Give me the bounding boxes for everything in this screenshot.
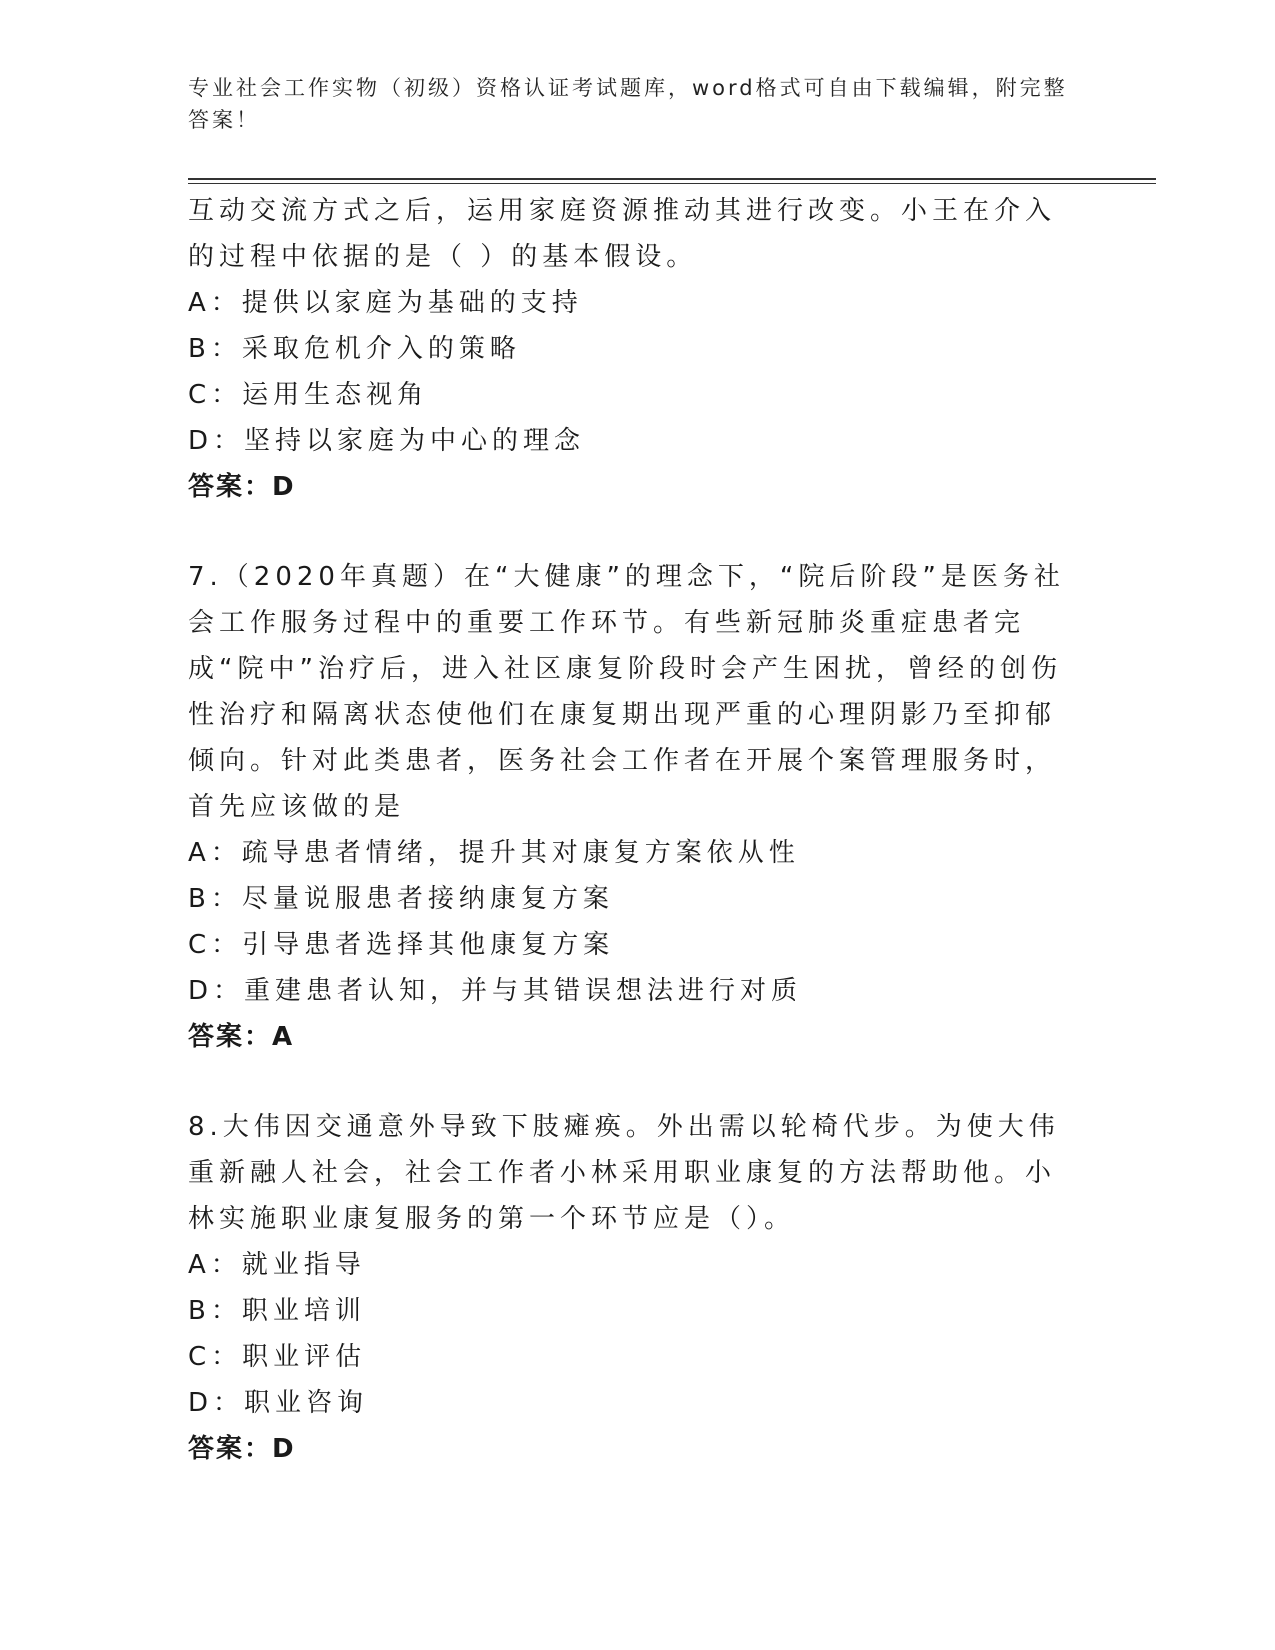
answer: 答案：D xyxy=(188,472,296,502)
answer: 答案：D xyxy=(188,1434,296,1464)
question-7 xyxy=(188,554,1068,1060)
option-c: C：职业评估 xyxy=(188,1342,367,1372)
option-a: A：就业指导 xyxy=(188,1250,366,1280)
question-6 xyxy=(188,188,1068,510)
option-c: C：引导患者选择其他康复方案 xyxy=(188,930,615,960)
option-b: B：采取危机介入的策略 xyxy=(188,334,521,364)
option-d: D：重建患者认知，并与其错误想法进行对质 xyxy=(188,976,803,1006)
option-d: D：坚持以家庭为中心的理念 xyxy=(188,426,586,456)
header-rule-thick xyxy=(188,178,1156,180)
option-a: A：疏导患者情绪，提升其对康复方案依从性 xyxy=(188,838,800,868)
option-a: A：提供以家庭为基础的支持 xyxy=(188,288,583,318)
header-rule-thin xyxy=(188,183,1156,184)
page-header: 专业社会工作实物（初级）资格认证考试题库，word格式可自由下载编辑，附完整答案！ xyxy=(188,76,1068,132)
question-stem: 互动交流方式之后，运用家庭资源推动其进行改变。小王在介入的过程中依据的是（ ）的基本假设。 xyxy=(188,196,1057,272)
option-b: B：尽量说服患者接纳康复方案 xyxy=(188,884,614,914)
option-d: D：职业咨询 xyxy=(188,1388,369,1418)
answer: 答案：A xyxy=(188,1022,295,1052)
question-list xyxy=(188,188,1068,1472)
option-c: C：运用生态视角 xyxy=(188,380,429,410)
question-stem: 7.（2020年真题）在“大健康”的理念下，“院后阶段”是医务社会工作服务过程中的重要工作环节。有些新冠肺炎重症患者完成“院中”治疗后，进入社区康复阶段时会产生困扰，曾经的创伤性治疗和隔离状态使他们在康复期出现严重的心理阴影乃至抑郁倾向。针对此类患者，医务社会工作者在开展个案管理服务时，首先应该做的是 xyxy=(188,562,1065,822)
spacer xyxy=(188,1060,1068,1104)
option-b: B：职业培训 xyxy=(188,1296,366,1326)
spacer xyxy=(188,510,1068,554)
question-stem: 8.大伟因交通意外导致下肢瘫痪。外出需以轮椅代步。为使大伟重新融人社会，社会工作者小林采用职业康复的方法帮助他。小林实施职业康复服务的第一个环节应是（）。 xyxy=(188,1112,1060,1234)
question-8 xyxy=(188,1104,1068,1472)
